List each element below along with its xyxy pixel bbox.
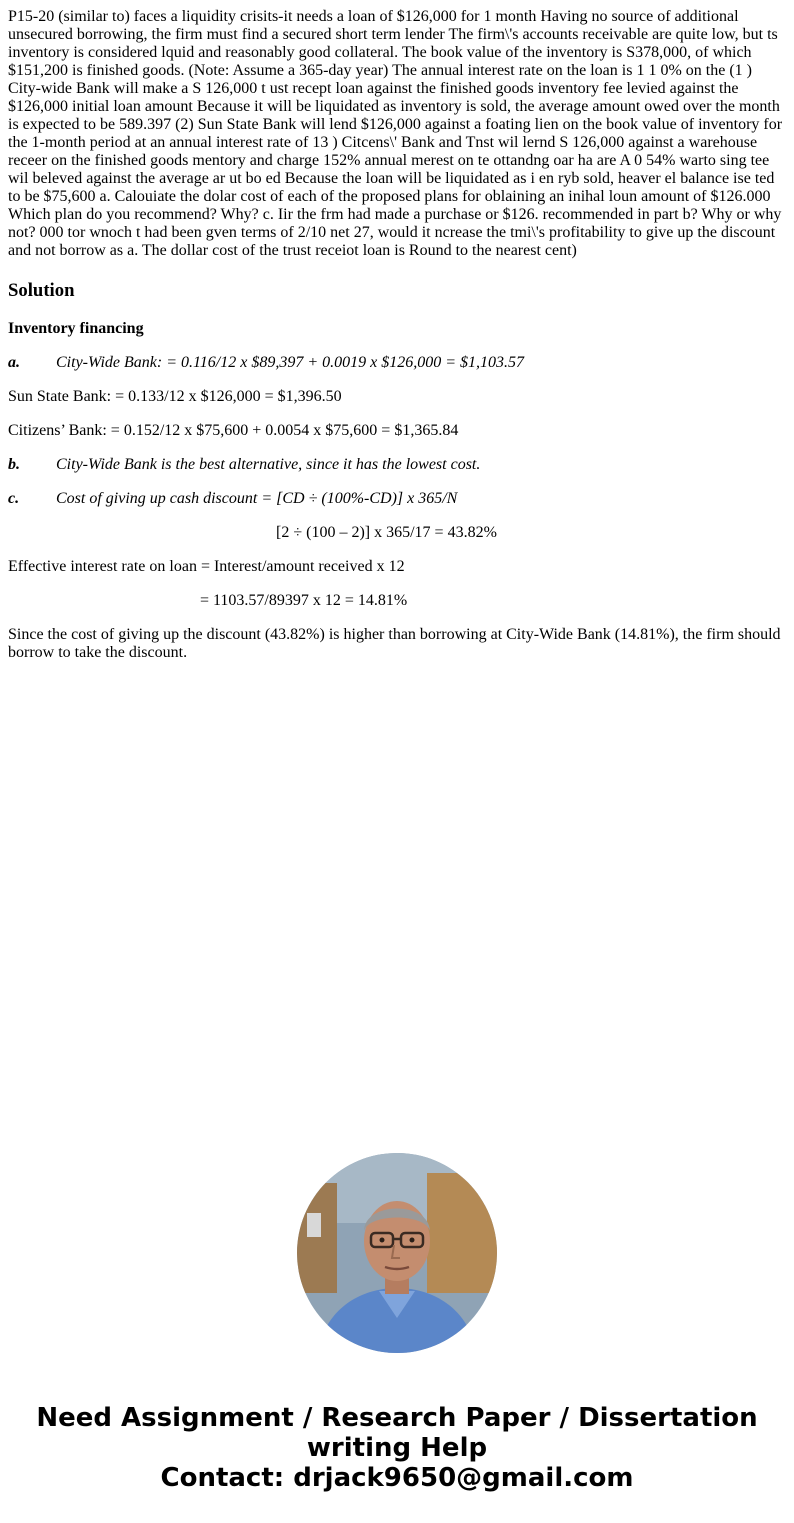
part-c-calculation: [2 ÷ (100 – 2)] x 365/17 = 43.82%	[276, 524, 497, 541]
banner-contact-line: Contact: drjack9650@gmail.com	[160, 1463, 634, 1493]
banner-line-1: Need Assignment / Research Paper / Dissertation	[36, 1403, 758, 1433]
part-a-text: City-Wide Bank: = 0.116/12 x $89,397 + 0.0019 x $126,000 = $1,103.57	[56, 354, 525, 371]
part-c-marker: c.	[8, 490, 20, 507]
part-c-text: Cost of giving up cash discount = [CD ÷ (100%-CD)] x 365/N	[56, 490, 458, 507]
part-b-marker: b.	[8, 456, 20, 473]
part-b-text: City-Wide Bank is the best alternative, since it has the lowest cost.	[56, 456, 481, 473]
part-c-line	[8, 490, 786, 508]
part-a-line	[8, 354, 786, 372]
part-a-marker: a.	[8, 354, 20, 371]
document-body	[8, 8, 786, 662]
question-text: P15-20 (similar to) faces a liquidity crisits-it needs a loan of $126,000 for 1 month Having no source of additional unsecured borrowing, the firm must find a secured short term lender The firm\'s accounts receivable are quite low, but ts inventory is considered lquid and reasonably good collateral. The book value of the inventory is S378,000, of which $151,200 is finished goods. (Note: Assume a 365-day year) The annual interest rate on the loan is 1 1 0% on the (1 ) City-wide Bank will make a S 126,000 t ust recept loan against the finished goods inventory fee levied against the $126,000 initial loan amount Because it will be liquidated as inventory is sold, the average amount owed over the month is expected to be 589.397 (2) Sun State Bank will lend $126,000 against a foating lien on the book value of inventory for the 1-month period at an annual interest rate of 13 ) Citcens\' Bank and Tnst wil lernd S 126,000 against a warehouse receer on the finished goods mentory and charge 152% annual merest on te ottandng oar ha are A 0 54% warto sing tee wil beleved against the average ar ut bo ed Because the loan will be liquidated as i en ryb sold, heaver el balance ise ted to be $75,600 a. Calouiate the dolar cost of each of the proposed plans for oblaining an inihal loun amount of $126.000 Which plan do you recommend? Why? c. Iir the frm had made a purchase or $126. recommended in part b? Why or why not? 000 tor wnoch t had been gven terms of 2/10 net 27, would it ncrease the tmi\'s profitability to give up the discount and not borrow as a. The dollar cost of the trust receiot loan is Round to the nearest cent)	[8, 8, 783, 259]
part-b-line	[8, 456, 786, 474]
effective-rate-line: Effective interest rate on loan = Interest/amount received x 12	[8, 558, 405, 575]
banner-line-2: writing Help	[306, 1433, 488, 1463]
solution-heading: Solution	[8, 280, 75, 301]
author-photo	[297, 1153, 497, 1353]
citizens-line: Citizens’ Bank: = 0.152/12 x $75,600 + 0.0054 x $75,600 = $1,365.84	[8, 422, 459, 439]
solution-subheading: Inventory financing	[8, 320, 144, 337]
contact-banner	[0, 1403, 794, 1493]
effective-rate-calculation: = 1103.57/89397 x 12 = 14.81%	[200, 592, 408, 609]
author-portrait-image	[297, 1153, 497, 1353]
sun-state-line: Sun State Bank: = 0.133/12 x $126,000 = $1,396.50	[8, 388, 342, 405]
conclusion-text: Since the cost of giving up the discount (43.82%) is higher than borrowing at City-Wide Bank (14.81%), the firm should borrow to take the discount.	[8, 626, 785, 661]
